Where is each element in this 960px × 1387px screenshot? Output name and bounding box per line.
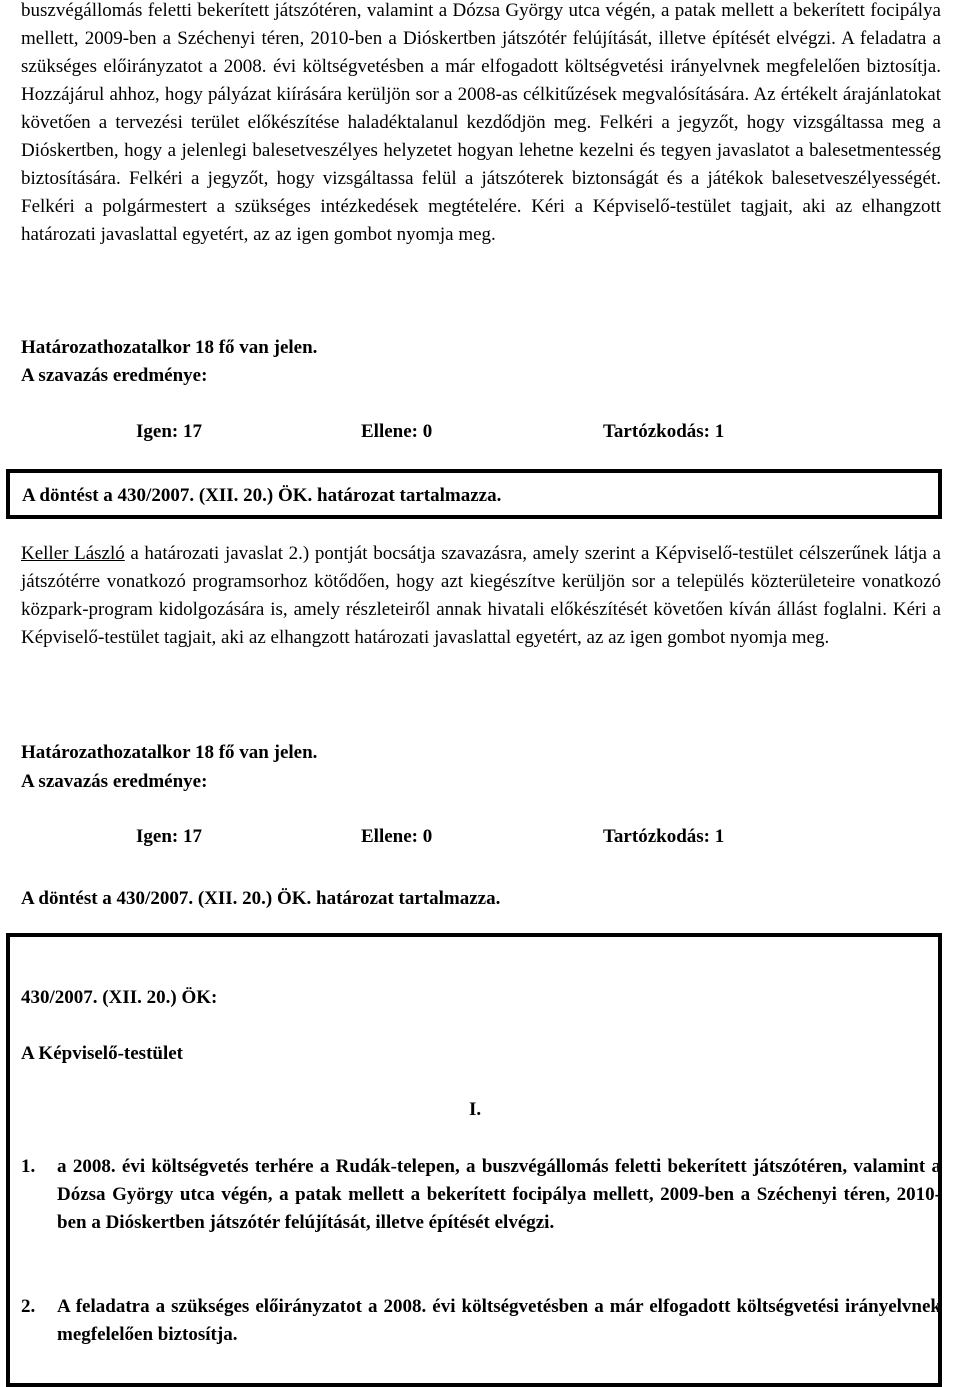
quorum-statement-1: Határozathozatalkor 18 fő van jelen. (21, 337, 318, 358)
vote-result-label-2: A szavazás eredménye: (21, 771, 208, 792)
vote-abstain-2: Tartózkodás: 1 (603, 826, 725, 847)
resolution-item-number: 1. (21, 1156, 36, 1177)
resolution-item-number: 2. (21, 1296, 36, 1317)
resolution-section-heading: I. (469, 1099, 482, 1120)
resolution-body: A Képviselő-testület (21, 1043, 184, 1064)
speaker-name: Keller László (21, 543, 125, 564)
proposal-2-text: a határozati javaslat 2.) pontját bocsátja szavazásra, amely szerint a Képviselő-testület célszerűnek látja a játszótérre vonatkozó programsorhoz kötődően, hogy azt kiegészítve kerüljön sor a település közterületeire vonatkozó közpark-program kidolgozására is, amely részleteiről annak hivatali előkészítését követően kíván állást foglalni. Kéri a Képviselő-testület tagjait, aki az elhangzott határozati javaslattal egyetért, az az igen gombot nyomja meg. (21, 543, 941, 648)
vote-tally-1 (21, 418, 941, 446)
vote-abstain-1: Tartózkodás: 1 (603, 421, 725, 442)
proposal-2-paragraph (21, 540, 941, 652)
vote-no-1: Ellene: 0 (361, 421, 433, 442)
intro-paragraph: buszvégállomás feletti bekerített játszótéren, valamint a Dózsa György utca végén, a patak mellett a bekerített focipálya mellett, 2009-ben a Széchenyi téren, 2010-ben a Dióskertben játszótér felújítását, illetve építését elvégzi. A feladatra a szükséges előirányzatot a 2008. évi költségvetésben a már elfogadott költségvetési irányelvnek megfelelően biztosítja. Hozzájárul ahhoz, hogy pályázat kiírására kerüljön sor a 2008-as célkitűzések megvalósítására. Az értékelt árajánlatokat követően a tervezési terület előkészítése haladéktalanul kezdődjön meg. Felkéri a jegyzőt, hogy vizsgáltassa meg a Dióskertben, hogy a jelenlegi balesetveszélyes helyzetet hogyan lehetne kezelni és tegyen javaslatot a balesetmentesség biztosítására. Felkéri a jegyzőt, hogy vizsgáltassa felül a játszóterek biztonságát és a játékok balesetveszélyességét. Felkéri a polgármestert a szükséges intézkedések megtételére. Kéri a Képviselő-testület tagjait, aki az elhangzott határozati javaslattal egyetért, az az igen gombot nyomja meg. (21, 0, 941, 245)
vote-no-2: Ellene: 0 (361, 826, 433, 847)
decision-statement-1: A döntést a 430/2007. (XII. 20.) ÖK. határozat tartalmazza. (22, 485, 502, 506)
decision-box-1 (6, 469, 942, 519)
quorum-statement-2: Határozathozatalkor 18 fő van jelen. (21, 742, 318, 763)
vote-result-label-1: A szavazás eredménye: (21, 365, 208, 386)
vote-yes-1: Igen: 17 (136, 421, 202, 442)
resolution-item (21, 1153, 941, 1237)
resolution-reference: 430/2007. (XII. 20.) ÖK: (21, 987, 218, 1008)
vote-tally-2 (21, 823, 941, 851)
resolution-item-text: a 2008. évi költségvetés terhére a Rudák-telepen, a buszvégállomás feletti bekerített játszótéren, valamint a Dózsa György utca végén, a patak mellett a bekerített focipálya mellett, 2009-ben a Széchenyi téren, 2010-ben a Dióskertben játszótér felújítását, illetve építését elvégzi. (57, 1156, 941, 1233)
vote-yes-2: Igen: 17 (136, 826, 202, 847)
resolution-item-text: A feladatra a szükséges előirányzatot a 2008. évi költségvetésben a már elfogadott költségvetési irányelvnek megfelelően biztosítja. (57, 1296, 941, 1345)
decision-statement-2: A döntést a 430/2007. (XII. 20.) ÖK. határozat tartalmazza. (21, 888, 501, 909)
resolution-item (21, 1293, 941, 1349)
